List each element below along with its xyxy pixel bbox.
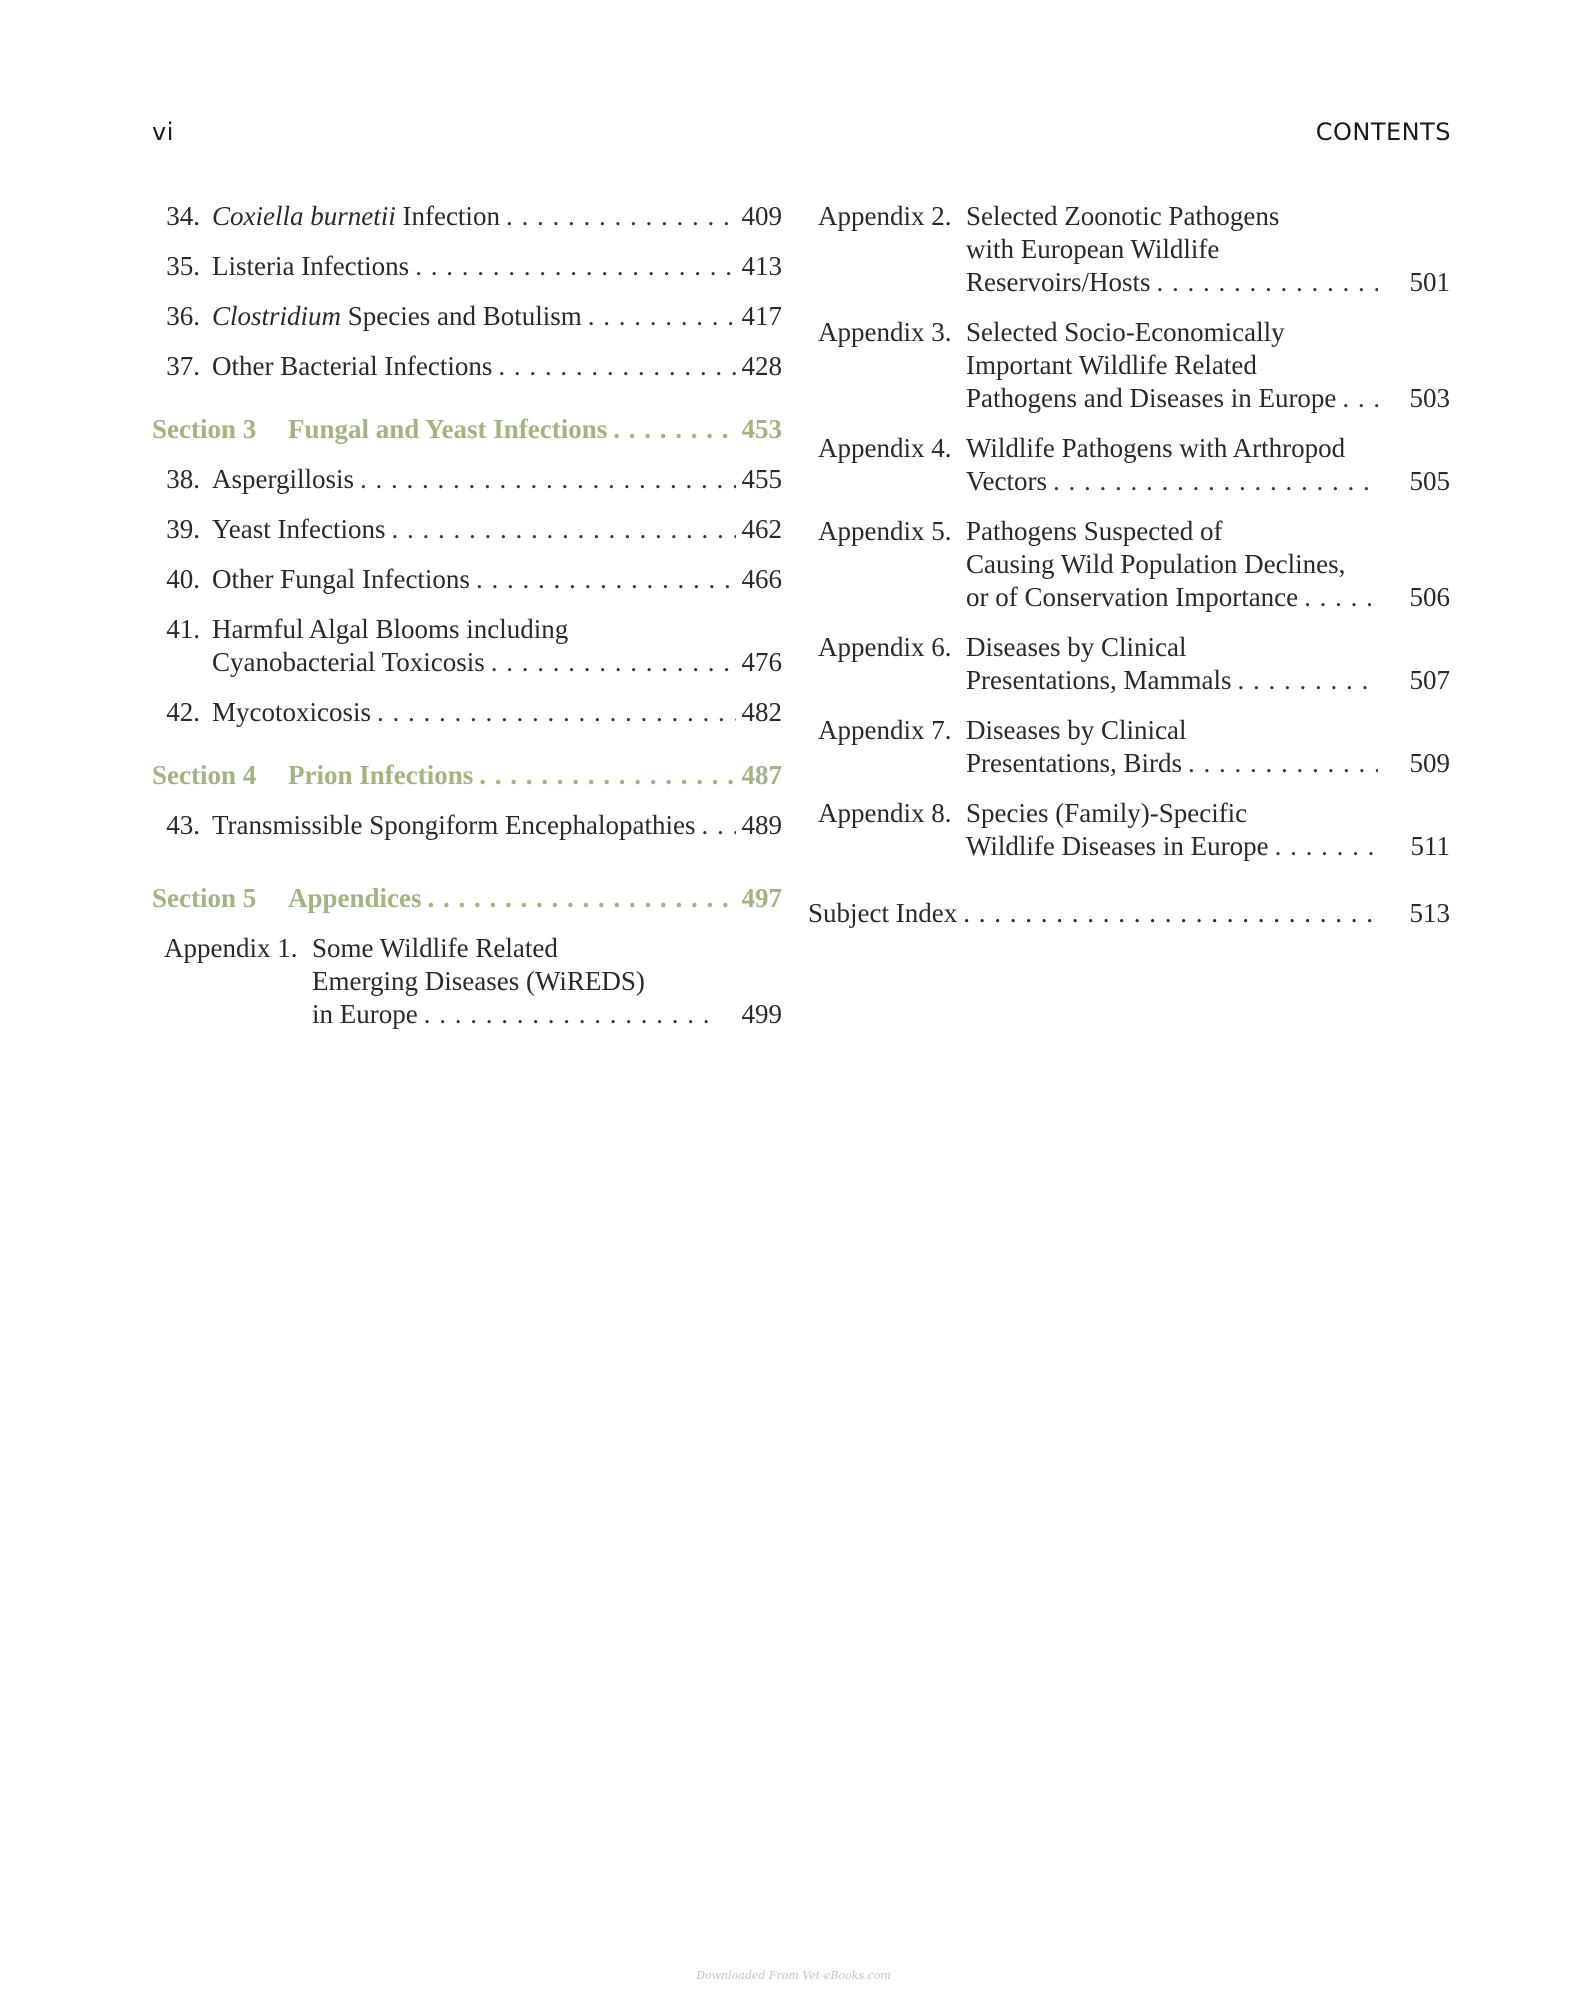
page-number: 428: [741, 351, 782, 381]
toc-appendix-2[interactable]: [818, 200, 1450, 299]
chapter-number: 37.: [166, 351, 200, 381]
dot-leader: [1304, 581, 1378, 614]
section-label: Section 5: [152, 883, 257, 913]
chapter-number: 34.: [166, 201, 200, 231]
page-number: 409: [741, 201, 782, 231]
dot-leader: [391, 513, 735, 546]
toc-subject-index[interactable]: [808, 897, 1450, 930]
dot-leader: [377, 696, 736, 729]
page-number: 489: [741, 810, 782, 840]
appendix-title-line: Reservoirs/Hosts: [966, 267, 1151, 297]
contents-left-column: [152, 200, 782, 1048]
chapter-title-line: Harmful Algal Blooms including: [212, 614, 569, 644]
appendix-title-line: Pathogens and Diseases in Europe: [966, 383, 1337, 413]
chapter-title: Other Bacterial Infections: [212, 351, 493, 381]
toc-entry-35[interactable]: [152, 250, 782, 283]
dot-leader: [506, 200, 736, 233]
page-number: 511: [1410, 831, 1450, 861]
dot-leader: [476, 563, 736, 596]
dot-leader: [479, 759, 735, 792]
chapter-number: 40.: [166, 564, 200, 594]
appendix-label: Appendix 3.: [818, 317, 952, 347]
appendix-label: Appendix 1.: [164, 933, 298, 963]
page-number: 476: [741, 647, 782, 677]
page-number: 466: [741, 564, 782, 594]
dot-leader: [428, 882, 736, 915]
section-title: Prion Infections: [288, 760, 474, 790]
toc-entry-41[interactable]: [152, 613, 782, 679]
appendix-label: Appendix 7.: [818, 715, 952, 745]
dot-leader: [491, 646, 736, 679]
page-number: 513: [1409, 898, 1450, 928]
page-number: 505: [1409, 466, 1450, 496]
chapter-number: 38.: [166, 464, 200, 494]
appendix-title-line: Emerging Diseases (WiREDS): [312, 966, 645, 996]
toc-appendix-3[interactable]: [818, 316, 1450, 415]
chapter-title: Aspergillosis: [212, 464, 355, 494]
chapter-number: 43.: [166, 810, 200, 840]
section-title: Fungal and Yeast Infections: [288, 414, 608, 444]
appendix-title-line: Important Wildlife Related: [966, 350, 1257, 380]
section-4-heading[interactable]: [152, 759, 782, 792]
toc-entry-40[interactable]: [152, 563, 782, 596]
chapter-number: 35.: [166, 251, 200, 281]
appendix-title-line: Selected Zoonotic Pathogens: [966, 201, 1280, 231]
page-number: 499: [741, 999, 782, 1029]
chapter-number: 42.: [166, 697, 200, 727]
appendix-title-line: Wildlife Diseases in Europe: [966, 831, 1269, 861]
dot-leader: [701, 809, 735, 842]
page-number: 507: [1409, 665, 1450, 695]
dot-leader: [498, 350, 735, 383]
appendix-title-line: Causing Wild Population Declines,: [966, 549, 1346, 579]
appendix-title-line: Diseases by Clinical: [966, 715, 1187, 745]
dot-leader: [424, 998, 710, 1031]
page-number: 487: [741, 760, 782, 790]
appendix-title-line: with European Wildlife: [966, 234, 1220, 264]
section-label: Section 4: [152, 760, 257, 790]
page-number: 482: [741, 697, 782, 727]
toc-entry-38[interactable]: [152, 463, 782, 496]
download-watermark: Downloaded From Vet-eBooks.com: [696, 1969, 891, 1982]
dot-leader: [588, 300, 736, 333]
chapter-title: Clostridium Species and Botulism: [212, 301, 582, 331]
appendix-label: Appendix 8.: [818, 798, 952, 828]
page-number: 417: [741, 301, 782, 331]
page-number: 453: [741, 414, 782, 444]
page-number: 506: [1409, 582, 1450, 612]
running-head-title: CONTENTS: [1315, 118, 1451, 146]
toc-appendix-8[interactable]: [818, 797, 1450, 863]
chapter-title: Coxiella burnetii Infection: [212, 201, 500, 231]
chapter-title: Yeast Infections: [212, 514, 386, 544]
chapter-title: Mycotoxicosis: [212, 697, 371, 727]
dot-leader: [360, 463, 735, 496]
toc-entry-36[interactable]: [152, 300, 782, 333]
appendix-title-line: in Europe: [312, 999, 418, 1029]
appendix-title-line: Presentations, Mammals: [966, 665, 1232, 695]
chapter-number: 36.: [166, 301, 200, 331]
chapter-title: Other Fungal Infections: [212, 564, 470, 594]
page-number: 501: [1409, 267, 1450, 297]
section-5-heading[interactable]: [152, 882, 782, 915]
appendix-label: Appendix 4.: [818, 433, 952, 463]
page-number: 497: [741, 883, 782, 913]
page-number: 503: [1409, 383, 1450, 413]
chapter-number: 39.: [166, 514, 200, 544]
appendix-title-line: Selected Socio-Economically: [966, 317, 1285, 347]
dot-leader: [1342, 382, 1378, 415]
appendix-title-line: Diseases by Clinical: [966, 632, 1187, 662]
dot-leader: [1053, 465, 1378, 498]
dot-leader: [415, 250, 735, 283]
chapter-title: Listeria Infections: [212, 251, 410, 281]
appendix-title-line: or of Conservation Importance: [966, 582, 1299, 612]
toc-appendix-7[interactable]: [818, 714, 1450, 780]
appendix-label: Appendix 6.: [818, 632, 952, 662]
section-3-heading[interactable]: [152, 413, 782, 446]
contents-right-column: [808, 200, 1450, 930]
toc-entry-39[interactable]: [152, 513, 782, 546]
page-number: 462: [741, 514, 782, 544]
appendix-label: Appendix 5.: [818, 516, 952, 546]
dot-leader: [1157, 266, 1379, 299]
toc-entry-37[interactable]: [152, 350, 782, 383]
toc-appendix-4[interactable]: [818, 432, 1450, 498]
appendix-title-line: Vectors: [966, 466, 1047, 496]
dot-leader: [1237, 664, 1378, 697]
toc-appendix-1[interactable]: [152, 932, 782, 1031]
toc-appendix-5[interactable]: [818, 515, 1450, 614]
appendix-label: Appendix 2.: [818, 201, 952, 231]
dot-leader: [963, 897, 1378, 930]
toc-entry-43[interactable]: [152, 809, 782, 842]
appendix-title-line: Wildlife Pathogens with Arthropod: [966, 433, 1346, 463]
subject-index-title: Subject Index: [808, 898, 958, 928]
chapter-title: Transmissible Spongiform Encephalopathies: [212, 810, 696, 840]
appendix-title-line: Species (Family)-Specific: [966, 798, 1248, 828]
page-folio: vi: [152, 118, 174, 146]
section-label: Section 3: [152, 414, 257, 444]
page-number: 455: [741, 464, 782, 494]
dot-leader: [1188, 747, 1378, 780]
dot-leader: [1275, 830, 1378, 863]
toc-entry-42[interactable]: [152, 696, 782, 729]
chapter-number: 41.: [166, 614, 200, 644]
dot-leader: [613, 413, 735, 446]
page-number: 413: [741, 251, 782, 281]
toc-entry-34[interactable]: [152, 200, 782, 233]
toc-appendix-6[interactable]: [818, 631, 1450, 697]
page-number: 509: [1409, 748, 1450, 778]
chapter-title-line: Cyanobacterial Toxicosis: [212, 647, 485, 677]
appendix-title-line: Some Wildlife Related: [312, 933, 558, 963]
section-title: Appendices: [288, 883, 422, 913]
appendix-title-line: Presentations, Birds: [966, 748, 1182, 778]
appendix-title-line: Pathogens Suspected of: [966, 516, 1223, 546]
